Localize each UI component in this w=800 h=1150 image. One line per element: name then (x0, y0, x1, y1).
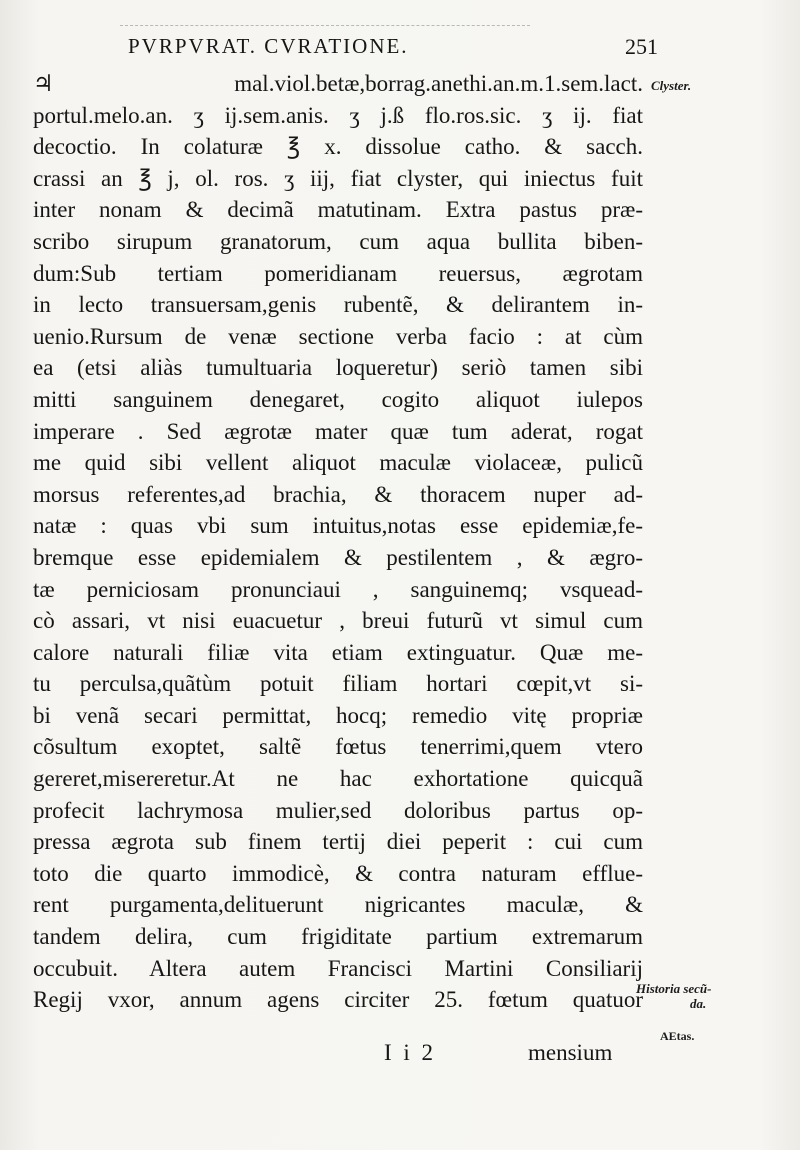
head-rule (120, 25, 530, 27)
text-line: tandem delira, cum frigiditate partium extremarum (33, 924, 643, 950)
text-line: mitti sanguinem denegaret, cogito aliquot iulepos (33, 386, 643, 412)
margin-note-clyster: Clyster. (651, 78, 692, 93)
body-text (33, 68, 643, 1016)
text-line: inter nonam & decimã matutinam. Extra pastus præ- (33, 197, 643, 223)
text-line: morsus referentes,ad brachia, & thoracem nuper ad- (33, 481, 643, 507)
text-line: bremque esse epidemialem & pestilentem , & ægro- (33, 544, 643, 570)
text-line: cò assari, vt nisi euacuetur , breui futurũ vt simul cum (33, 608, 643, 634)
text-line: pressa ægrota sub finem tertij diei peperit : cui cum (33, 829, 643, 855)
text-line: ea (etsi aliàs tumultuaria loqueretur) seriò tamen sibi (33, 355, 643, 381)
margin-note-aetas: AEtas. (660, 1029, 695, 1043)
text-line: toto die quarto immodicè, & contra naturam effluе- (33, 860, 643, 886)
text-line: portul.melo.an. ʒ ij.sem.anis. ʒ j.ß flo.ros.sic. ʒ ij. fiat (33, 102, 643, 128)
running-head (128, 34, 658, 64)
text-line: natæ : quas vbi sum intuitus,notas esse epidemiæ,fe- (33, 513, 643, 539)
text-line: rent purgamenta,delituerunt nigricantes maculæ, & (33, 892, 643, 918)
running-head-title: PVRPVRAT. CVRATIONE. (128, 34, 409, 58)
text-line: crassi an ℥ j, ol. ros. ʒ iij, fiat clyster, qui iniectus fuit (33, 165, 643, 191)
text-line: in lecto transuersam,genis rubentẽ, & delirantem in- (33, 292, 643, 318)
margin-note-historia (636, 981, 766, 1011)
text-line: bi venã secari permittat, hocq; remedio vitę propriæ (33, 702, 643, 728)
text-line: calore naturali filiæ vita etiam extinguatur. Quæ me- (33, 639, 643, 665)
text-line: ♃ mal.viol.betæ,borrag.anethi.an.m.1.sem.lact. (33, 71, 643, 96)
text-line: me quid sibi vellent aliquot maculæ violaceæ, pulicũ (33, 450, 643, 476)
text-line: uenio.Rursum de venæ sectione verba facio : at cùm (33, 323, 643, 349)
text-line: tu perculsa,quãtùm potuit filiam hortari cœpit,vt si- (33, 671, 643, 697)
text-line: cõsultum exoptet, saltẽ fœtus tenerrimi,quem vtero (33, 734, 643, 760)
text-line: occubuit. Altera autem Francisci Martini Consiliarij (33, 955, 643, 981)
text-line: Regij vxor, annum agens circiter 25. fœtum quatuor (33, 987, 643, 1013)
text-line: imperare . Sed ægrotæ mater quæ tum aderat, rogat (33, 418, 643, 444)
page-number: 251 (625, 34, 658, 59)
text-line: tæ perniciosam pronunciaui , sanguinemq; vsquead- (33, 576, 643, 602)
text-line: profecit lachrymosa mulier,sed doloribus partus op- (33, 797, 643, 823)
text-line: decoctio. In colaturæ ℥ x. dissolue catho. & sacch. (33, 134, 643, 160)
margin-note-historia-line2: da. (690, 996, 707, 1011)
text-line: gereret,misereretur.At ne hac exhortatione quicquã (33, 766, 643, 792)
catchword: mensium (528, 1040, 613, 1065)
text-line: dum:Sub tertiam pomeridianam reuersus, ægrotam (33, 260, 643, 286)
text-line: scribo sirupum granatorum, cum aqua bullita biben- (33, 228, 643, 254)
margin-note-historia-line1: Historia secũ- (636, 981, 712, 996)
signature-mark: I i 2 (384, 1040, 437, 1065)
